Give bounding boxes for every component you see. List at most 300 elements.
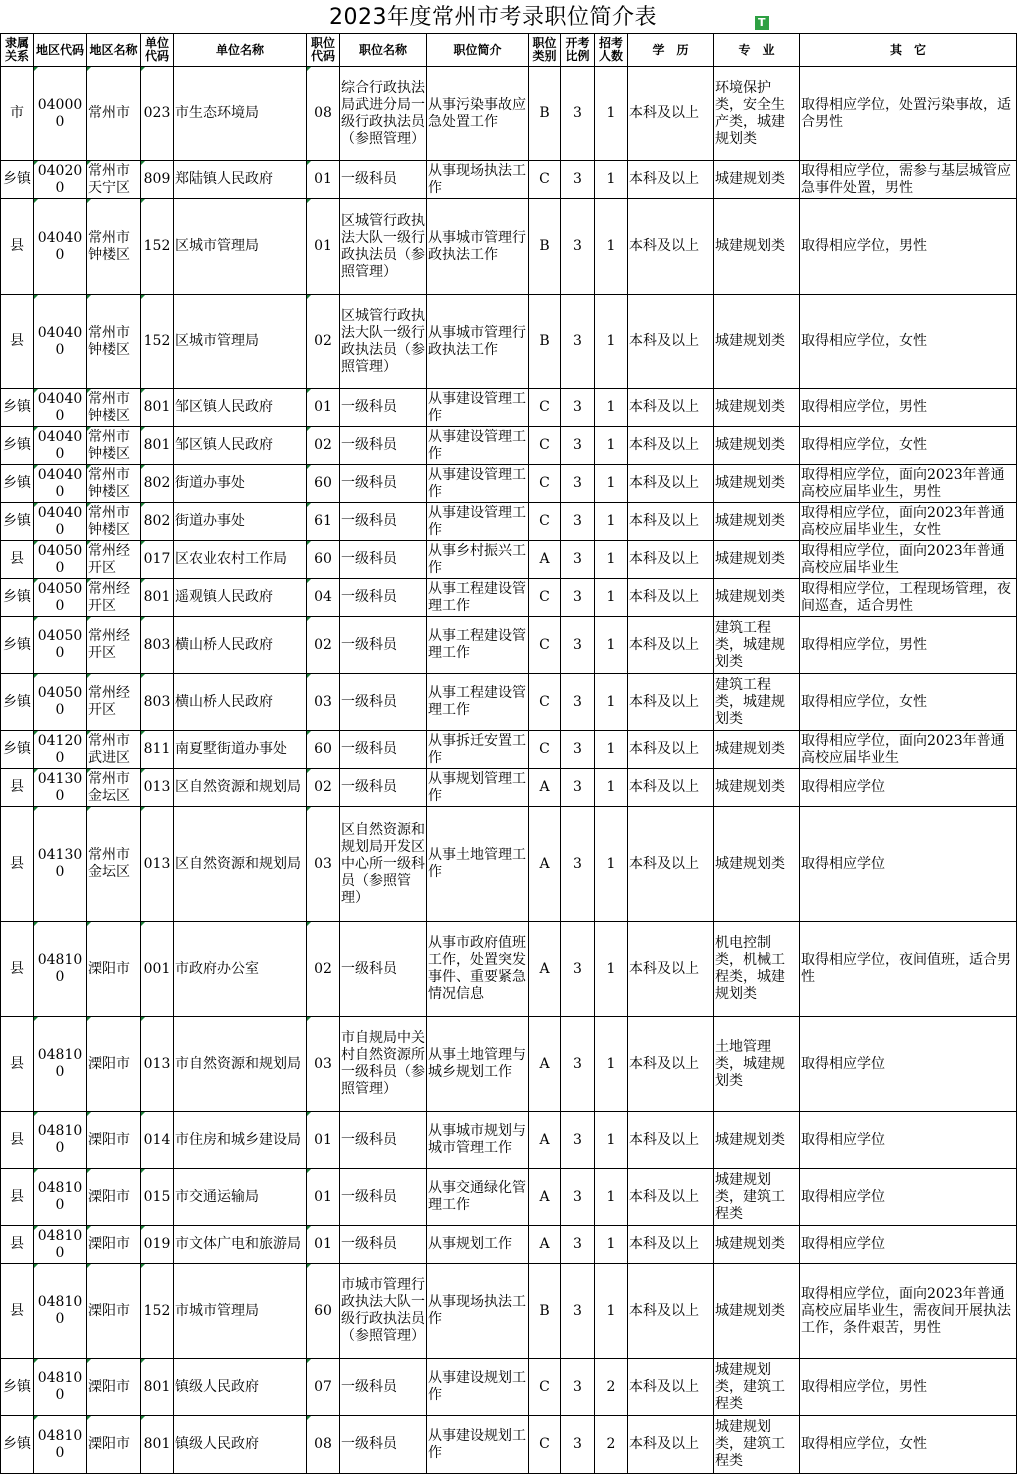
cell-education[interactable]: [628, 67, 714, 161]
cell-recruit-count[interactable]: [595, 67, 628, 161]
cell-major[interactable]: [714, 1264, 800, 1359]
cell-position-code[interactable]: [307, 199, 340, 295]
cell-exam-ratio[interactable]: [561, 465, 595, 503]
cell-recruit-count[interactable]: [595, 389, 628, 427]
cell-unit-name[interactable]: [174, 769, 307, 807]
cell-unit-name[interactable]: [174, 1169, 307, 1226]
cell-position-code[interactable]: [307, 1416, 340, 1474]
cell-region-code[interactable]: [34, 1416, 87, 1474]
cell-education[interactable]: [628, 1416, 714, 1474]
cell-position-name[interactable]: [340, 427, 427, 465]
cell-region-name[interactable]: [87, 1112, 141, 1169]
cell-position-desc[interactable]: [427, 674, 529, 731]
cell-exam-ratio[interactable]: [561, 807, 595, 922]
cell-region-code[interactable]: [34, 769, 87, 807]
cell-education[interactable]: [628, 922, 714, 1017]
cell-unit-code[interactable]: [141, 67, 174, 161]
cell-position-type[interactable]: [529, 503, 561, 541]
cell-education[interactable]: [628, 674, 714, 731]
cell-other[interactable]: [800, 1264, 1017, 1359]
cell-position-name[interactable]: [340, 199, 427, 295]
cell-region-name[interactable]: [87, 1169, 141, 1226]
cell-region-name[interactable]: [87, 1226, 141, 1264]
cell-recruit-count[interactable]: [595, 1416, 628, 1474]
cell-exam-ratio[interactable]: [561, 295, 595, 389]
cell-region-name[interactable]: [87, 1017, 141, 1112]
cell-position-type[interactable]: [529, 1017, 561, 1112]
cell-unit-name[interactable]: [174, 617, 307, 674]
cell-unit-code[interactable]: [141, 389, 174, 427]
cell-other[interactable]: [800, 731, 1017, 769]
cell-relation[interactable]: [1, 922, 34, 1017]
cell-position-name[interactable]: [340, 1017, 427, 1112]
cell-other[interactable]: [800, 807, 1017, 922]
cell-position-code[interactable]: [307, 1226, 340, 1264]
cell-education[interactable]: [628, 1017, 714, 1112]
cell-major[interactable]: [714, 1169, 800, 1226]
cell-recruit-count[interactable]: [595, 807, 628, 922]
cell-unit-name[interactable]: [174, 541, 307, 579]
cell-region-name[interactable]: [87, 465, 141, 503]
cell-unit-name[interactable]: [174, 295, 307, 389]
cell-position-code[interactable]: [307, 617, 340, 674]
cell-region-name[interactable]: [87, 161, 141, 199]
cell-major[interactable]: [714, 503, 800, 541]
cell-region-name[interactable]: [87, 199, 141, 295]
cell-unit-code[interactable]: [141, 674, 174, 731]
cell-position-desc[interactable]: [427, 617, 529, 674]
cell-education[interactable]: [628, 617, 714, 674]
cell-region-code[interactable]: [34, 427, 87, 465]
cell-position-desc[interactable]: [427, 389, 529, 427]
cell-position-type[interactable]: [529, 617, 561, 674]
cell-unit-code[interactable]: [141, 731, 174, 769]
cell-position-code[interactable]: [307, 389, 340, 427]
cell-position-name[interactable]: [340, 1416, 427, 1474]
cell-badge-icon[interactable]: T: [755, 16, 769, 30]
cell-education[interactable]: [628, 427, 714, 465]
cell-relation[interactable]: [1, 674, 34, 731]
cell-position-desc[interactable]: [427, 769, 529, 807]
cell-position-code[interactable]: [307, 1112, 340, 1169]
cell-unit-name[interactable]: [174, 389, 307, 427]
cell-exam-ratio[interactable]: [561, 1416, 595, 1474]
cell-other[interactable]: [800, 1112, 1017, 1169]
cell-position-name[interactable]: [340, 617, 427, 674]
cell-region-code[interactable]: [34, 731, 87, 769]
cell-major[interactable]: [714, 579, 800, 617]
cell-unit-code[interactable]: [141, 807, 174, 922]
cell-other[interactable]: [800, 465, 1017, 503]
cell-unit-code[interactable]: [141, 465, 174, 503]
cell-recruit-count[interactable]: [595, 1359, 628, 1416]
cell-position-type[interactable]: [529, 427, 561, 465]
cell-position-desc[interactable]: [427, 541, 529, 579]
cell-position-code[interactable]: [307, 427, 340, 465]
cell-exam-ratio[interactable]: [561, 427, 595, 465]
cell-position-code[interactable]: [307, 807, 340, 922]
cell-position-type[interactable]: [529, 389, 561, 427]
cell-recruit-count[interactable]: [595, 503, 628, 541]
cell-other[interactable]: [800, 769, 1017, 807]
cell-unit-name[interactable]: [174, 674, 307, 731]
cell-major[interactable]: [714, 1112, 800, 1169]
cell-exam-ratio[interactable]: [561, 541, 595, 579]
cell-relation[interactable]: [1, 503, 34, 541]
cell-position-desc[interactable]: [427, 1169, 529, 1226]
cell-unit-code[interactable]: [141, 1017, 174, 1112]
cell-region-code[interactable]: [34, 807, 87, 922]
cell-position-name[interactable]: [340, 1112, 427, 1169]
cell-major[interactable]: [714, 1416, 800, 1474]
cell-region-code[interactable]: [34, 161, 87, 199]
cell-position-desc[interactable]: [427, 731, 529, 769]
cell-position-code[interactable]: [307, 1169, 340, 1226]
cell-recruit-count[interactable]: [595, 1169, 628, 1226]
cell-position-desc[interactable]: [427, 579, 529, 617]
cell-major[interactable]: [714, 427, 800, 465]
cell-unit-name[interactable]: [174, 807, 307, 922]
cell-position-type[interactable]: [529, 1169, 561, 1226]
cell-region-name[interactable]: [87, 1264, 141, 1359]
cell-position-desc[interactable]: [427, 1112, 529, 1169]
cell-position-name[interactable]: [340, 922, 427, 1017]
cell-region-code[interactable]: [34, 1226, 87, 1264]
cell-exam-ratio[interactable]: [561, 922, 595, 1017]
cell-unit-code[interactable]: [141, 922, 174, 1017]
cell-position-code[interactable]: [307, 922, 340, 1017]
cell-recruit-count[interactable]: [595, 769, 628, 807]
cell-education[interactable]: [628, 389, 714, 427]
cell-position-desc[interactable]: [427, 1226, 529, 1264]
cell-position-name[interactable]: [340, 1264, 427, 1359]
cell-other[interactable]: [800, 67, 1017, 161]
cell-major[interactable]: [714, 465, 800, 503]
cell-exam-ratio[interactable]: [561, 1359, 595, 1416]
cell-education[interactable]: [628, 1226, 714, 1264]
cell-relation[interactable]: [1, 579, 34, 617]
cell-position-desc[interactable]: [427, 503, 529, 541]
cell-relation[interactable]: [1, 1359, 34, 1416]
cell-position-code[interactable]: [307, 295, 340, 389]
cell-position-desc[interactable]: [427, 807, 529, 922]
cell-region-name[interactable]: [87, 807, 141, 922]
cell-position-desc[interactable]: [427, 295, 529, 389]
cell-position-code[interactable]: [307, 161, 340, 199]
cell-recruit-count[interactable]: [595, 1017, 628, 1112]
cell-position-type[interactable]: [529, 769, 561, 807]
cell-position-type[interactable]: [529, 922, 561, 1017]
cell-other[interactable]: [800, 389, 1017, 427]
cell-recruit-count[interactable]: [595, 427, 628, 465]
cell-education[interactable]: [628, 465, 714, 503]
cell-region-code[interactable]: [34, 541, 87, 579]
cell-position-desc[interactable]: [427, 199, 529, 295]
cell-position-type[interactable]: [529, 541, 561, 579]
cell-other[interactable]: [800, 427, 1017, 465]
cell-relation[interactable]: [1, 427, 34, 465]
cell-major[interactable]: [714, 1017, 800, 1112]
cell-major[interactable]: [714, 1359, 800, 1416]
cell-position-desc[interactable]: [427, 1264, 529, 1359]
cell-region-name[interactable]: [87, 295, 141, 389]
cell-region-name[interactable]: [87, 617, 141, 674]
cell-region-name[interactable]: [87, 389, 141, 427]
cell-exam-ratio[interactable]: [561, 503, 595, 541]
cell-relation[interactable]: [1, 1017, 34, 1112]
cell-position-code[interactable]: [307, 769, 340, 807]
cell-exam-ratio[interactable]: [561, 1264, 595, 1359]
cell-position-type[interactable]: [529, 807, 561, 922]
cell-position-code[interactable]: [307, 1017, 340, 1112]
cell-region-code[interactable]: [34, 674, 87, 731]
cell-region-name[interactable]: [87, 427, 141, 465]
cell-unit-name[interactable]: [174, 1226, 307, 1264]
cell-education[interactable]: [628, 579, 714, 617]
cell-unit-code[interactable]: [141, 617, 174, 674]
cell-relation[interactable]: [1, 389, 34, 427]
cell-unit-name[interactable]: [174, 67, 307, 161]
cell-relation[interactable]: [1, 1264, 34, 1359]
cell-unit-code[interactable]: [141, 1112, 174, 1169]
cell-recruit-count[interactable]: [595, 541, 628, 579]
cell-education[interactable]: [628, 731, 714, 769]
cell-unit-name[interactable]: [174, 579, 307, 617]
cell-position-type[interactable]: [529, 1416, 561, 1474]
cell-position-desc[interactable]: [427, 465, 529, 503]
cell-region-name[interactable]: [87, 731, 141, 769]
cell-relation[interactable]: [1, 807, 34, 922]
cell-other[interactable]: [800, 199, 1017, 295]
cell-unit-code[interactable]: [141, 541, 174, 579]
cell-position-desc[interactable]: [427, 1359, 529, 1416]
cell-education[interactable]: [628, 503, 714, 541]
cell-position-desc[interactable]: [427, 922, 529, 1017]
cell-unit-name[interactable]: [174, 161, 307, 199]
cell-position-type[interactable]: [529, 1359, 561, 1416]
cell-position-desc[interactable]: [427, 427, 529, 465]
cell-other[interactable]: [800, 1226, 1017, 1264]
cell-unit-code[interactable]: [141, 1226, 174, 1264]
cell-unit-code[interactable]: [141, 199, 174, 295]
cell-unit-code[interactable]: [141, 1169, 174, 1226]
cell-position-name[interactable]: [340, 1169, 427, 1226]
cell-exam-ratio[interactable]: [561, 161, 595, 199]
cell-region-code[interactable]: [34, 1112, 87, 1169]
cell-relation[interactable]: [1, 617, 34, 674]
cell-other[interactable]: [800, 922, 1017, 1017]
cell-unit-code[interactable]: [141, 1264, 174, 1359]
cell-exam-ratio[interactable]: [561, 67, 595, 161]
cell-relation[interactable]: [1, 1416, 34, 1474]
cell-region-code[interactable]: [34, 199, 87, 295]
cell-position-name[interactable]: [340, 807, 427, 922]
cell-unit-code[interactable]: [141, 161, 174, 199]
cell-other[interactable]: [800, 674, 1017, 731]
cell-unit-code[interactable]: [141, 427, 174, 465]
cell-unit-code[interactable]: [141, 1359, 174, 1416]
cell-unit-name[interactable]: [174, 1017, 307, 1112]
cell-recruit-count[interactable]: [595, 1112, 628, 1169]
cell-position-name[interactable]: [340, 295, 427, 389]
cell-other[interactable]: [800, 1416, 1017, 1474]
cell-other[interactable]: [800, 1169, 1017, 1226]
cell-region-name[interactable]: [87, 579, 141, 617]
cell-position-type[interactable]: [529, 161, 561, 199]
cell-recruit-count[interactable]: [595, 295, 628, 389]
cell-recruit-count[interactable]: [595, 674, 628, 731]
cell-education[interactable]: [628, 807, 714, 922]
cell-exam-ratio[interactable]: [561, 199, 595, 295]
cell-major[interactable]: [714, 199, 800, 295]
cell-major[interactable]: [714, 617, 800, 674]
cell-major[interactable]: [714, 295, 800, 389]
cell-position-name[interactable]: [340, 769, 427, 807]
cell-relation[interactable]: [1, 541, 34, 579]
cell-region-code[interactable]: [34, 579, 87, 617]
cell-major[interactable]: [714, 922, 800, 1017]
cell-unit-name[interactable]: [174, 922, 307, 1017]
cell-position-type[interactable]: [529, 731, 561, 769]
cell-position-desc[interactable]: [427, 1416, 529, 1474]
cell-position-desc[interactable]: [427, 161, 529, 199]
cell-unit-code[interactable]: [141, 769, 174, 807]
cell-exam-ratio[interactable]: [561, 1226, 595, 1264]
cell-unit-name[interactable]: [174, 1416, 307, 1474]
cell-major[interactable]: [714, 807, 800, 922]
cell-recruit-count[interactable]: [595, 465, 628, 503]
cell-unit-code[interactable]: [141, 1416, 174, 1474]
cell-position-code[interactable]: [307, 579, 340, 617]
cell-position-code[interactable]: [307, 67, 340, 161]
cell-unit-code[interactable]: [141, 503, 174, 541]
cell-major[interactable]: [714, 161, 800, 199]
cell-major[interactable]: [714, 769, 800, 807]
cell-position-code[interactable]: [307, 465, 340, 503]
cell-region-code[interactable]: [34, 922, 87, 1017]
cell-position-code[interactable]: [307, 1359, 340, 1416]
cell-relation[interactable]: [1, 465, 34, 503]
cell-region-code[interactable]: [34, 617, 87, 674]
cell-recruit-count[interactable]: [595, 579, 628, 617]
cell-education[interactable]: [628, 1359, 714, 1416]
cell-position-name[interactable]: [340, 1226, 427, 1264]
cell-region-name[interactable]: [87, 541, 141, 579]
cell-position-name[interactable]: [340, 389, 427, 427]
cell-region-code[interactable]: [34, 1359, 87, 1416]
cell-region-code[interactable]: [34, 1017, 87, 1112]
cell-position-code[interactable]: [307, 503, 340, 541]
cell-unit-name[interactable]: [174, 503, 307, 541]
cell-major[interactable]: [714, 1226, 800, 1264]
cell-education[interactable]: [628, 295, 714, 389]
cell-other[interactable]: [800, 1359, 1017, 1416]
cell-major[interactable]: [714, 731, 800, 769]
cell-exam-ratio[interactable]: [561, 1169, 595, 1226]
cell-recruit-count[interactable]: [595, 617, 628, 674]
cell-exam-ratio[interactable]: [561, 579, 595, 617]
cell-position-name[interactable]: [340, 503, 427, 541]
cell-position-type[interactable]: [529, 67, 561, 161]
cell-region-code[interactable]: [34, 465, 87, 503]
cell-major[interactable]: [714, 541, 800, 579]
cell-recruit-count[interactable]: [595, 731, 628, 769]
cell-position-type[interactable]: [529, 199, 561, 295]
cell-region-name[interactable]: [87, 769, 141, 807]
cell-unit-code[interactable]: [141, 579, 174, 617]
cell-position-name[interactable]: [340, 674, 427, 731]
cell-unit-name[interactable]: [174, 1112, 307, 1169]
cell-recruit-count[interactable]: [595, 1264, 628, 1359]
cell-unit-name[interactable]: [174, 731, 307, 769]
cell-exam-ratio[interactable]: [561, 731, 595, 769]
cell-position-code[interactable]: [307, 731, 340, 769]
cell-region-name[interactable]: [87, 1359, 141, 1416]
cell-position-type[interactable]: [529, 674, 561, 731]
cell-education[interactable]: [628, 1112, 714, 1169]
cell-education[interactable]: [628, 1169, 714, 1226]
cell-unit-name[interactable]: [174, 199, 307, 295]
cell-education[interactable]: [628, 541, 714, 579]
cell-position-desc[interactable]: [427, 67, 529, 161]
cell-position-type[interactable]: [529, 1264, 561, 1359]
cell-relation[interactable]: [1, 1112, 34, 1169]
cell-other[interactable]: [800, 579, 1017, 617]
cell-position-desc[interactable]: [427, 1017, 529, 1112]
cell-exam-ratio[interactable]: [561, 389, 595, 427]
cell-position-name[interactable]: [340, 731, 427, 769]
cell-other[interactable]: [800, 295, 1017, 389]
cell-position-type[interactable]: [529, 295, 561, 389]
cell-position-name[interactable]: [340, 541, 427, 579]
cell-education[interactable]: [628, 199, 714, 295]
cell-region-code[interactable]: [34, 1169, 87, 1226]
cell-other[interactable]: [800, 503, 1017, 541]
cell-other[interactable]: [800, 161, 1017, 199]
cell-education[interactable]: [628, 161, 714, 199]
cell-exam-ratio[interactable]: [561, 674, 595, 731]
cell-exam-ratio[interactable]: [561, 769, 595, 807]
cell-unit-name[interactable]: [174, 427, 307, 465]
cell-exam-ratio[interactable]: [561, 617, 595, 674]
cell-relation[interactable]: [1, 769, 34, 807]
cell-exam-ratio[interactable]: [561, 1112, 595, 1169]
cell-region-name[interactable]: [87, 922, 141, 1017]
cell-unit-name[interactable]: [174, 465, 307, 503]
cell-major[interactable]: [714, 674, 800, 731]
cell-region-name[interactable]: [87, 67, 141, 161]
cell-relation[interactable]: [1, 295, 34, 389]
cell-relation[interactable]: [1, 67, 34, 161]
cell-major[interactable]: [714, 67, 800, 161]
cell-position-name[interactable]: [340, 579, 427, 617]
cell-position-code[interactable]: [307, 1264, 340, 1359]
cell-exam-ratio[interactable]: [561, 1017, 595, 1112]
cell-position-type[interactable]: [529, 465, 561, 503]
cell-region-code[interactable]: [34, 295, 87, 389]
cell-position-name[interactable]: [340, 67, 427, 161]
cell-position-code[interactable]: [307, 541, 340, 579]
cell-region-name[interactable]: [87, 674, 141, 731]
cell-education[interactable]: [628, 769, 714, 807]
cell-other[interactable]: [800, 617, 1017, 674]
cell-position-type[interactable]: [529, 1226, 561, 1264]
cell-position-name[interactable]: [340, 1359, 427, 1416]
cell-position-type[interactable]: [529, 1112, 561, 1169]
cell-other[interactable]: [800, 1017, 1017, 1112]
cell-major[interactable]: [714, 389, 800, 427]
cell-relation[interactable]: [1, 1226, 34, 1264]
